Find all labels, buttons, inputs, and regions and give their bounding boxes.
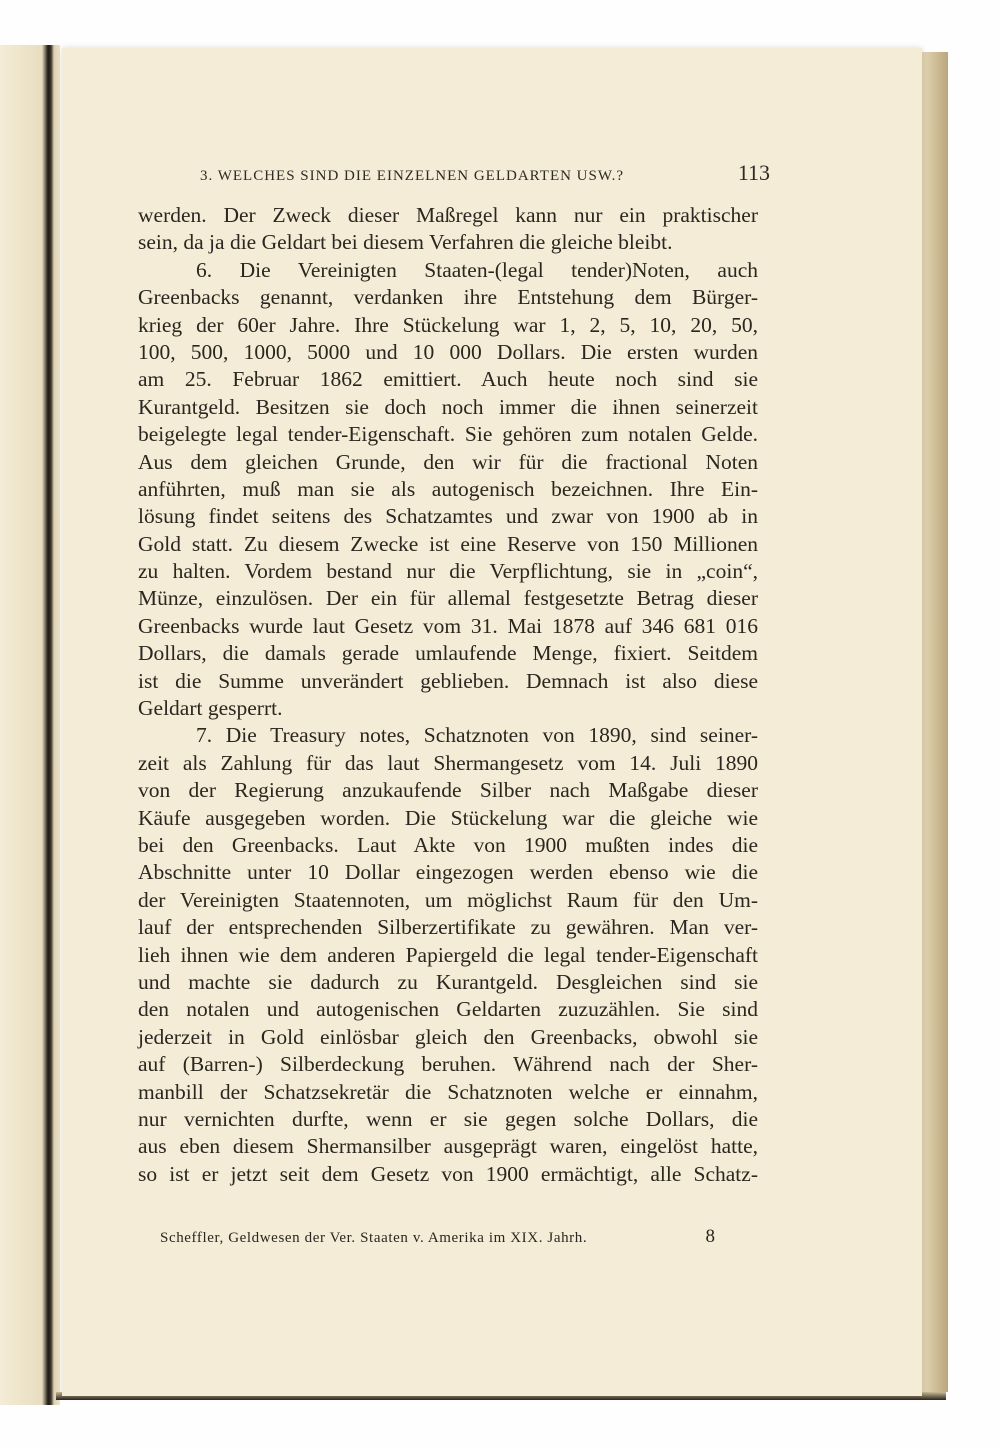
text-line: manbill der Schatzsekretär die Schatznoten welche er einnahm,: [138, 1079, 758, 1104]
text-line: zu halten. Vordem bestand nur die Verpflichtung, sie in „coin“,: [138, 559, 758, 584]
page-stack-edge: [918, 52, 948, 1392]
text-line: werden. Der Zweck dieser Maßregel kann nur ein praktischer: [138, 203, 758, 227]
text-line: krieg der 60er Jahre. Ihre Stückelung war 1, 2, 5, 10, 20, 50,: [138, 312, 758, 337]
text-line: zeit als Zahlung für das laut Shermangesetz vom 14. Juli 1890: [138, 750, 758, 775]
page-footer: [160, 1226, 715, 1256]
text-line: Gold statt. Zu diesem Zwecke ist eine Reserve von 150 Millionen: [138, 531, 758, 556]
text-line: auf (Barren-) Silberdeckung beruhen. Während nach der Sher-: [138, 1052, 758, 1077]
footer-citation: Scheffler, Geldwesen der Ver. Staaten v. Amerika im XIX. Jahrh.: [160, 1230, 588, 1246]
text-line: Geldart gesperrt.: [138, 696, 283, 721]
text-line: Dollars, die damals gerade umlaufende Menge, fixiert. Seitdem: [138, 641, 758, 666]
text-line: bei den Greenbacks. Laut Akte von 1900 mußten indes die: [138, 832, 758, 857]
paragraph-start-line: 6. Die Vereinigten Staaten-(legal tender)Noten, auch: [196, 257, 758, 282]
body-text: [138, 202, 758, 1188]
text-line: Greenbacks genannt, verdanken ihre Entstehung dem Bürger-: [138, 285, 758, 310]
text-line: so ist er jetzt seit dem Gesetz von 1900 ermächtigt, alle Schatz-: [138, 1161, 758, 1186]
text-line: lauf der entsprechenden Silberzertifikate zu gewähren. Man ver-: [138, 915, 758, 940]
paragraph-start-line: 7. Die Treasury notes, Schatznoten von 1890, sind seiner-: [196, 723, 758, 748]
text-line: lieh ihnen wie dem anderen Papiergeld die legal tender-Eigenschaft: [138, 942, 758, 967]
text-line: und machte sie dadurch zu Kurantgeld. Desgleichen sind sie: [138, 969, 758, 994]
text-line: Käufe ausgegeben worden. Die Stückelung war die gleiche wie: [138, 805, 758, 830]
text-line: lösung findet seitens des Schatzamtes und zwar von 1900 ab in: [138, 504, 758, 529]
text-line: den notalen und autogenischen Geldarten zuzuzählen. Sie sind: [138, 997, 758, 1022]
text-line: Kurantgeld. Besitzen sie doch noch immer die ihnen seinerzeit: [138, 394, 758, 419]
text-line: anführten, muß man sie als autogenisch bezeichnen. Ihre Ein-: [138, 476, 758, 501]
text-line: nur vernichten durfte, wenn er sie gegen solche Dollars, die: [138, 1106, 758, 1131]
text-line: am 25. Februar 1862 emittiert. Auch heute noch sind sie: [138, 367, 758, 392]
text-line: Aus dem gleichen Grunde, den wir für die fractional Noten: [138, 449, 758, 474]
page-number: 113: [737, 160, 770, 185]
text-line: Münze, einzulösen. Der ein für allemal festgesetzte Betrag dieser: [138, 586, 758, 611]
text-line: von der Regierung anzukaufende Silber nach Maßgabe dieser: [138, 778, 758, 803]
binding-edge: [0, 45, 60, 1405]
text-line: Greenbacks wurde laut Gesetz vom 31. Mai 1878 auf 346 681 016: [138, 613, 758, 638]
running-title: 3. WELCHES SIND DIE EINZELNEN GELDARTEN USW.?: [200, 168, 625, 184]
text-line: beigelegte legal tender-Eigenschaft. Sie gehören zum notalen Gelde.: [138, 422, 758, 447]
signature-mark: 8: [705, 1226, 715, 1247]
text-line: sein, da ja die Geldart bei diesem Verfahren die gleiche bleibt.: [138, 230, 673, 255]
text-line: aus eben diesem Shermansilber ausgeprägt waren, eingelöst hatte,: [138, 1134, 758, 1159]
text-line: Abschnitte unter 10 Dollar eingezogen werden ebenso wie die: [138, 860, 758, 885]
text-line: ist die Summe unverändert geblieben. Demnach ist also diese: [138, 668, 758, 693]
text-line: der Vereinigten Staatennoten, um möglichst Raum für den Um-: [138, 887, 758, 912]
text-line: jederzeit in Gold einlösbar gleich den Greenbacks, obwohl sie: [138, 1024, 758, 1049]
page-header: [200, 160, 770, 194]
text-line: 100, 500, 1000, 5000 und 10 000 Dollars. Die ersten wurden: [138, 339, 758, 364]
